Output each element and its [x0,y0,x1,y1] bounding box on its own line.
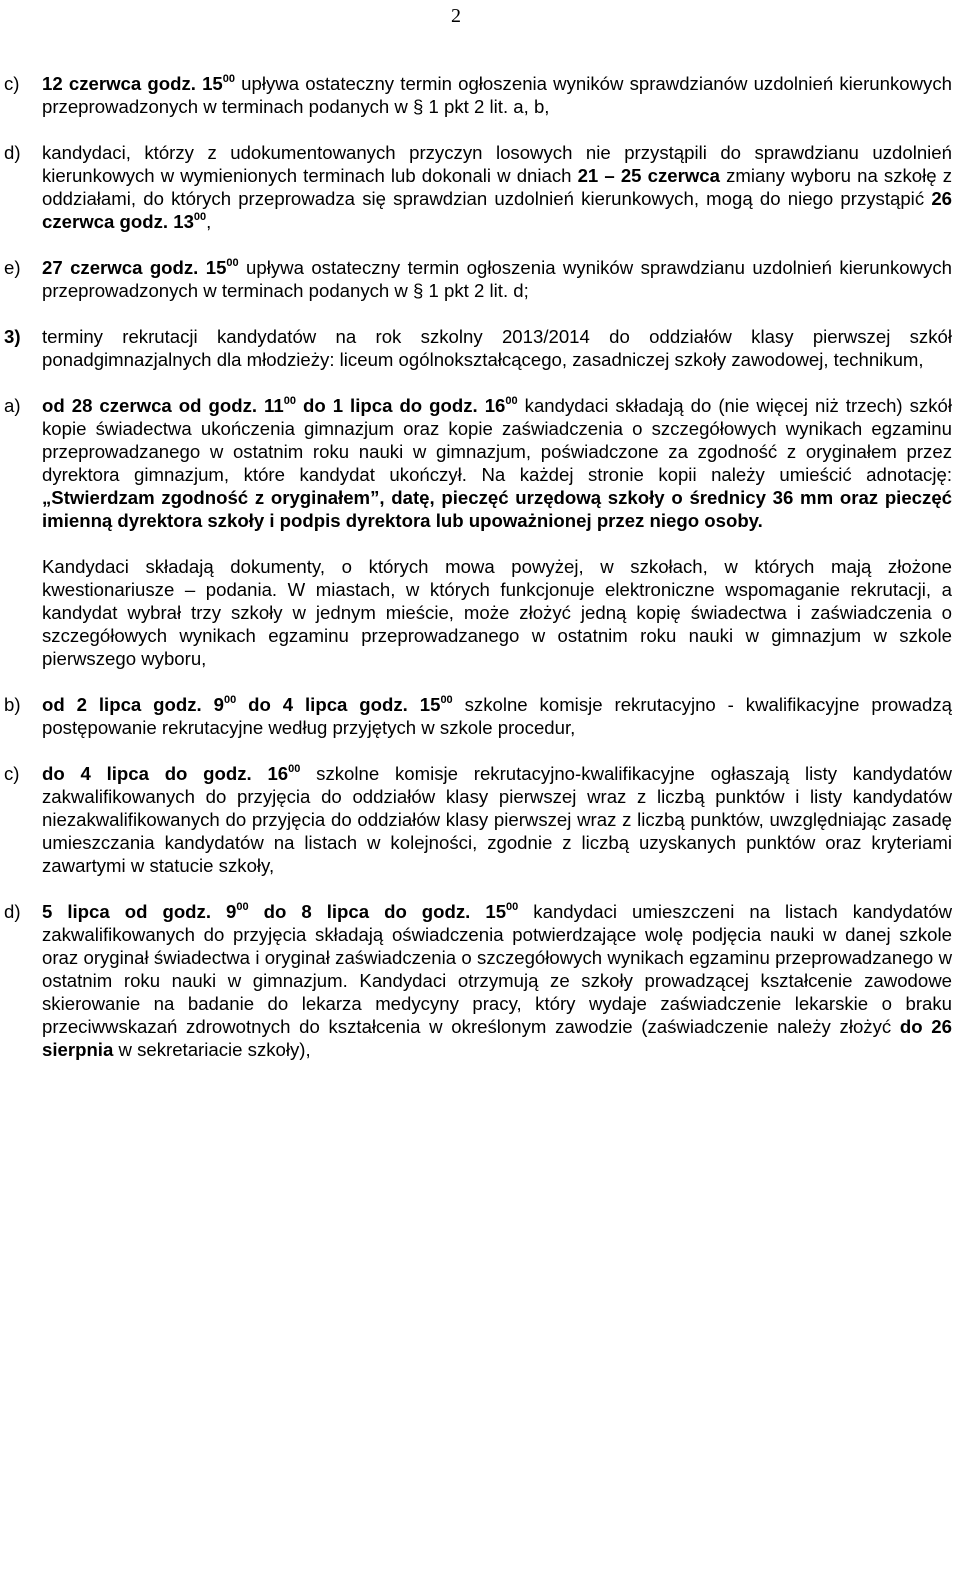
text-run: szkolne komisje rekrutacyjno - kwalifikacyjne prowadzą postępowanie rekrutacyjne według przyjętych w szkole procedur, [42,694,952,738]
page-number: 2 [451,5,461,27]
text-run: Kandydaci składają dokumenty, o których mowa powyżej, w szkołach, w których mają złożone kwestionariusze – podania. W miastach, w których funkcjonuje elektroniczne wspomaganie rekrutacji, a kandydat wybrał trzy szkoły w jednym mieście, może złożyć jedną kopię świadectwa i zaświadczenia o szczegółowych wynikach egzaminu przeprowadzanego w ostatnim roku nauki w gimnazjum w szkole pierwszego wyboru, [42,556,952,669]
list-item-d-first [0,141,960,233]
list-marker: b) [4,694,21,715]
bold-text: do 4 lipca godz. 15 [236,694,441,715]
section-3-heading [0,325,960,371]
list-marker: a) [4,395,21,416]
superscript-minutes: 00 [223,694,237,706]
text-run: kandydaci, którzy z udokumentowanych przyczyn losowych nie przystąpili do sprawdzianu uzdolnień kierunkowych w wymienionych terminach lub dokonali w dniach [42,142,952,186]
item-text [42,326,952,370]
superscript-minutes: 00 [440,694,453,706]
item-text [42,257,952,301]
bold-text: do 8 lipca do godz. 15 [248,901,507,922]
text-run: szkolne komisje rekrutacyjno-kwalifikacyjne ogłaszają listy kandydatów zakwalifikowanych do przyjęcia do oddziałów klasy pierwszej wraz z liczbą punktów i listy kandydatów niezakwalifikowanych do przyjęcia do oddziałów klasy pierwszej wraz z liczbą punktów, uwzględniając zasadę umieszczania kandydatów na listach w kolejności, zgodnie z liczbą uzyskanych punktów oraz kryteriami zawartymi w statucie szkoły, [42,763,952,876]
item-text [42,73,952,117]
superscript-minutes: 00 [236,901,249,913]
bold-text: 5 lipca od godz. 9 [42,901,237,922]
list-marker: e) [4,257,21,278]
superscript-minutes: 00 [505,395,518,407]
text-run: terminy rekrutacji kandydatów na rok szkolny 2013/2014 do oddziałów klasy pierwszej szkół ponadgimnazjalnych dla młodzieży: liceum ogólnokształcącego, zasadniczej szkoły zawodowej, technikum, [42,326,952,370]
bold-text: do 1 lipca do godz. 16 [295,395,506,416]
item-text [42,901,952,1060]
text-run: upływa ostateczny termin ogłoszenia wyników sprawdzianu uzdolnień kierunkowych przeprowadzonych w terminach podanych w § 1 pkt 2 lit. d; [42,257,952,301]
bold-text: do 26 sierpnia [42,1016,952,1060]
superscript-minutes: 00 [222,73,236,85]
item-text [42,395,952,531]
list-marker: 3) [4,326,21,347]
bold-text: od 28 czerwca od godz. 11 [42,395,284,416]
superscript-minutes: 00 [283,395,296,407]
text-run: , [206,211,212,232]
item-text [42,556,952,669]
text-run: upływa ostateczny termin ogłoszenia wyników sprawdzianów uzdolnień kierunkowych przeprowadzonych w terminach podanych w § 1 pkt 2 lit. a, b, [42,73,952,117]
text-run: kandydaci składają do (nie więcej niż trzech) szkół kopie świadectwa ukończenia gimnazjum oraz kopie zaświadczenia o szczegółowych wynikach egzaminu przeprowadzanego w ostatnim roku nauki w gimnazjum, poświadczone za zgodność z oryginałem przez dyrektora gimnazjum, które kandydat ukończył. Na każdej stronie kopii należy umieścić adnotację: [42,395,952,485]
text-run: kandydaci umieszczeni na listach kandydatów zakwalifikowanych do przyjęcia składają oświadczenia potwierdzające wolę podjęcia nauki w danej szkole oraz oryginał świadectwa i oryginał zaświadczenia o szczegółowych wynikach egzaminu przeprowadzanego w ostatnim roku nauki w gimnazjum. Kandydaci otrzymują ze szkoły prowadzącej kształcenie zawodowe skierowanie na badanie do lekarza medycyny pracy, który wydaje zaświadczenie lekarskie o braku przeciwwskazań zdrowotnych do kształcenia w określonym zawodzie (zaświadczenie należy złożyć [42,901,952,1037]
list-item-c-first [0,72,960,118]
list-marker: c) [4,73,20,94]
bold-text: do 4 lipca do godz. 16 [42,763,289,784]
bold-text: 27 czerwca godz. 15 [42,257,227,278]
bold-text: 12 czerwca godz. 15 [42,73,223,94]
bold-text: 21 – 25 czerwca [577,165,720,186]
text-run: w sekretariacie szkoły), [113,1039,311,1060]
list-marker: d) [4,142,21,163]
superscript-minutes: 00 [506,901,519,913]
superscript-minutes: 00 [193,211,207,223]
list-item-e [0,256,960,302]
documents-paragraph [0,555,960,670]
list-item-a [0,394,960,532]
list-marker: d) [4,901,21,922]
bold-text: od 2 lipca godz. 9 [42,694,224,715]
list-item-d-second [0,900,960,1061]
list-marker: c) [4,763,20,784]
list-item-b [0,693,960,739]
superscript-minutes: 00 [226,257,239,269]
bold-text: „Stwierdzam zgodność z oryginałem”, datę, pieczęć urzędową szkoły o średnicy 36 mm oraz pieczęć imienną dyrektora szkoły i podpis dyrektora lub upoważnionej przez niego osoby. [42,487,952,531]
superscript-minutes: 00 [288,763,301,775]
text-run: zmiany wyboru na szkołę z oddziałami, do których przeprowadza się sprawdzian uzdolnień kierunkowych, mogą do niego przystąpić [42,165,952,209]
list-item-c-second [0,762,960,877]
item-text [42,763,952,876]
item-text [42,694,952,738]
bold-text: 26 czerwca godz. 13 [42,188,952,232]
document-body [0,72,960,1061]
item-text [42,142,952,232]
